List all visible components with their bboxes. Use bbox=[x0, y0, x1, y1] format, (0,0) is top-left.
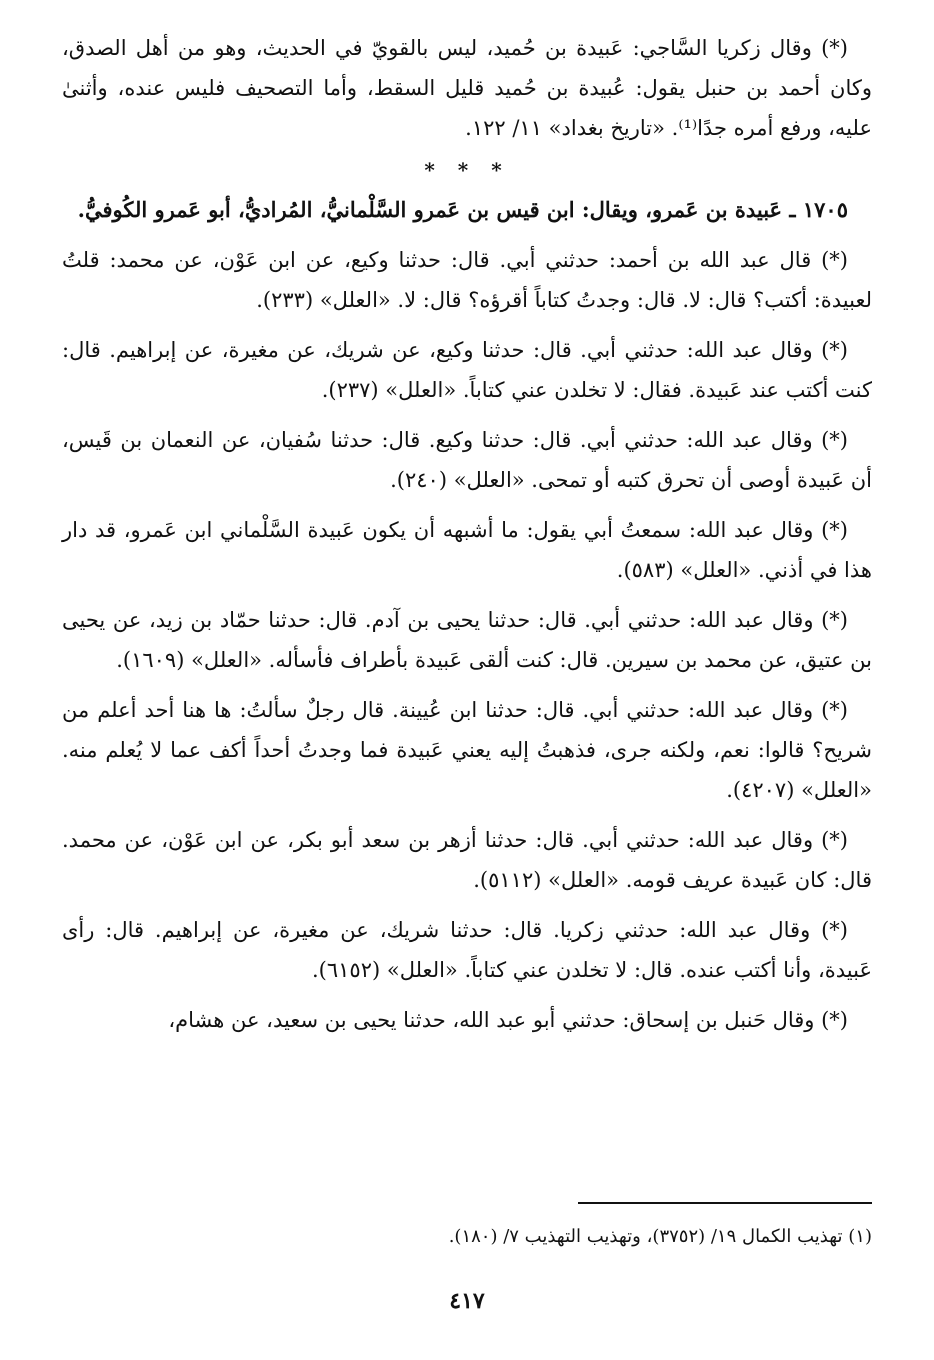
page-number: ٤١٧ bbox=[449, 1288, 485, 1314]
paragraph: (*) وقال عبد الله: حدثني أبي. قال: حدثنا يحيى بن آدم. قال: حدثنا حمّاد بن زيد، عن يحيى بن عتيق، عن محمد بن سيرين. قال: كنت ألقى عَبيدة بأطراف فأسأله. «العلل» (١٦٠٩). bbox=[62, 608, 872, 672]
paragraph: (*) وقال عبد الله: حدثني أبي. قال: حدثنا وكيع، عن شريك، عن مغيرة، عن إبراهيم. قال: كنت أكتب عند عَبيدة. فقال: لا تخلدن عني كتاباً. «العلل» (٢٣٧). bbox=[62, 338, 872, 402]
paragraph: (*) قال عبد الله بن أحمد: حدثني أبي. قال: حدثنا وكيع، عن ابن عَوْن، عن محمد: قلتُ لعبيدة: أكتب؟ قال: لا. قال: وجدتُ كتاباً أقرؤه؟ قال: لا. «العلل» (٢٣٣). bbox=[62, 248, 872, 312]
paragraph: (*) وقال حَنبل بن إسحاق: حدثني أبو عبد الله، حدثنا يحيى بن سعيد، عن هشام، bbox=[168, 1008, 848, 1032]
paragraph-sajee-quote: (*) وقال زكريا السَّاجي: عَبيدة بن حُميد، ليس بالقويّ في الحديث، وهو من أهل الصدق، وكان أحمد بن حنبل يقول: عُبيدة بن حُميد قليل السقط، وأما التصحيف فليس عنده، وأثنىٰ عليه، ورفع أمره جدًا⁽¹⁾. «تاريخ بغداد» ١١/ ١٢٢. bbox=[62, 36, 872, 140]
paragraph: (*) وقال عبد الله: حدثني أبي. قال: حدثنا ابن عُيينة. قال رجلٌ سألتُ: ها هنا أحد أعلم من شريح؟ قالوا: نعم، ولكنه جرى، فذهبتُ إليه يعني عَبيدة فما وجدتُ أحداً أكف عما لا يُعلم منه. «العلل» (٤٢٠٧). bbox=[62, 698, 872, 802]
footnote: (١) تهذيب الكمال ١٩/ (٣٧٥٢)، وتهذيب التهذيب ٧/ (١٨٠). bbox=[448, 1226, 872, 1247]
footnote-divider bbox=[578, 1202, 872, 1204]
paragraph: (*) وقال عبد الله: حدثني أبي. قال: حدثنا أزهر بن سعد أبو بكر، عن ابن عَوْن، عن محمد. قال: كان عَبيدة عريف قومه. «العلل» (٥١١٢). bbox=[62, 828, 872, 892]
page-body bbox=[62, 28, 872, 1050]
paragraph: (*) وقال عبد الله: سمعتُ أبي يقول: ما أشبهه أن يكون عَبيدة السَّلْماني ابن عَمرو، قد دار هذا في أذني. «العلل» (٥٨٣). bbox=[62, 518, 872, 582]
entry-heading: ١٧٠٥ ـ عَبيدة بن عَمرو، ويقال: ابن قيس بن عَمرو السَّلْمانيُّ، المُراديُّ، أبو عَمرو الكُوفيُّ. bbox=[77, 197, 848, 222]
section-separator: * * * bbox=[424, 158, 510, 182]
paragraph: (*) وقال عبد الله: حدثني زكريا. قال: حدثنا شريك، عن مغيرة، عن إبراهيم. قال: رأى عَبيدة، وأنا أكتب عنده. قال: لا تخلدن عني كتاباً. «العلل» (٦١٥٢). bbox=[62, 918, 872, 982]
paragraph: (*) وقال عبد الله: حدثني أبي. قال: حدثنا وكيع. قال: حدثنا سُفيان، عن النعمان بن قَيس، أن عَبيدة أوصى أن تحرق كتبه أو تمحى. «العلل» (٢٤٠). bbox=[62, 428, 872, 492]
